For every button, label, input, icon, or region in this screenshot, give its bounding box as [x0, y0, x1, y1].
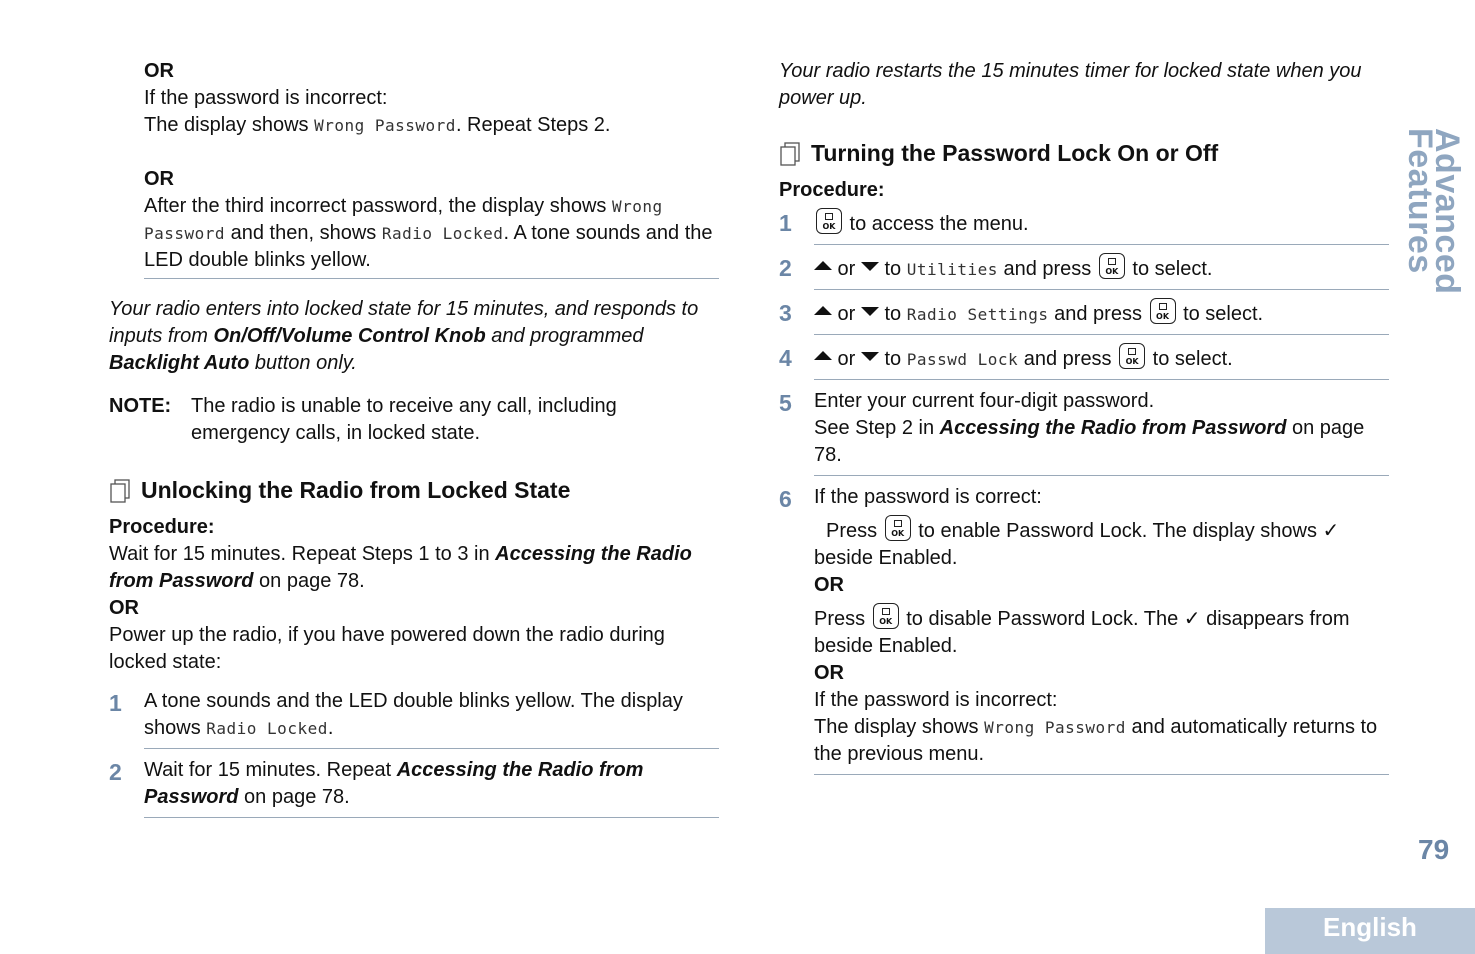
step-number: 2 [779, 255, 792, 281]
step-number: 1 [779, 210, 792, 236]
ok-key-icon: OK [873, 603, 899, 629]
page-number: 79 [1418, 834, 1450, 865]
display-text-radio-locked: Radio Locked [206, 719, 328, 738]
step-text: or to Passwd Lock and press OK to select. [814, 343, 1389, 380]
or-label: OR [814, 574, 844, 596]
menu-text-passwd-lock: Passwd Lock [906, 350, 1019, 369]
or-label: OR [109, 597, 139, 619]
pages-icon [779, 142, 801, 166]
step-text: or to Utilities and press OK to select. [814, 253, 1389, 290]
step-text: If the password is correct: Press OK to enable Password Lock. The display shows ✓ beside Enabled. OR Press OK to disable Password Lock. The ✓ disappears from beside Enabled. OR If the password is incorrect: The display shows Wrong Password and automatically returns to the previous menu. [814, 484, 1389, 775]
ok-key-icon: OK [1150, 298, 1176, 324]
ok-key-icon: OK [885, 515, 911, 541]
note-label: NOTE: [109, 395, 172, 417]
heading-text: Unlocking the Radio from Locked State [141, 477, 571, 503]
up-arrow-icon [814, 306, 832, 315]
step-number: 2 [109, 759, 122, 785]
left-column [109, 58, 719, 822]
cross-ref-link[interactable]: Accessing the Radio from Password [109, 543, 692, 592]
display-text-wrong-password: Wrong Password [984, 718, 1126, 737]
ok-key-icon: OK [1099, 253, 1125, 279]
step [779, 249, 1389, 294]
step-number: 1 [109, 690, 122, 716]
or-label: OR [144, 60, 174, 82]
step-text: A tone sounds and the LED double blinks yellow. The display shows Radio Locked. [144, 688, 719, 749]
chapter-side-title: Advanced Features [1401, 128, 1466, 295]
display-text-wrong-password: Wrong Password [314, 116, 456, 135]
incorrect-line: If the password is incorrect: [144, 87, 388, 109]
display-text-radio-locked: Radio Locked [381, 224, 504, 243]
section-heading-unlocking [109, 477, 719, 504]
locked-state-note: Your radio enters into locked state for 15 minutes, and responds to inputs from On/Off/Volume Control Knob and programmed Backlight Auto button only. [109, 298, 699, 374]
menu-text-utilities: Utilities [906, 260, 998, 279]
heading-text: Turning the Password Lock On or Off [811, 140, 1219, 166]
power-up-text: Power up the radio, if you have powered down the radio during locked state: [109, 624, 665, 673]
display-line: The display shows Wrong Password. Repeat Steps 2. [144, 114, 611, 136]
step [779, 294, 1389, 339]
wait-text: Wait for 15 minutes. Repeat Steps 1 to 3 in Accessing the Radio from Password on page 78. [109, 543, 692, 592]
section-heading-password-lock [779, 140, 1389, 167]
step [109, 753, 719, 822]
step-text: OK to access the menu. [814, 208, 1389, 245]
note-text: The radio is unable to receive any call, including emergency calls, in locked state. [191, 395, 617, 444]
incorrect-block [144, 58, 719, 279]
step [779, 480, 1389, 779]
up-arrow-icon [814, 351, 832, 360]
step-number: 3 [779, 300, 792, 326]
right-column [779, 58, 1389, 779]
third-attempt-text: After the third incorrect password, the display shows Wrong Password and then, shows Radio Locked. A tone sounds and the LED double blinks yellow. [144, 193, 719, 279]
ok-key-icon: OK [1119, 343, 1145, 369]
down-arrow-icon [861, 307, 879, 316]
procedure-label: Procedure: [779, 179, 885, 201]
down-arrow-icon [861, 352, 879, 361]
note [109, 393, 719, 447]
steps-list [109, 684, 719, 822]
down-arrow-icon [861, 262, 879, 271]
up-arrow-icon [814, 261, 832, 270]
steps-list [779, 204, 1389, 779]
step-text: Enter your current four-digit password. See Step 2 in Accessing the Radio from Password on page 78. [814, 388, 1389, 476]
step-number: 5 [779, 390, 792, 416]
menu-text-radio-settings: Radio Settings [906, 305, 1049, 324]
ok-key-icon: OK [816, 208, 842, 234]
step-number: 6 [779, 486, 792, 512]
step-text: or to Radio Settings and press OK to select. [814, 298, 1389, 335]
step [779, 384, 1389, 480]
cross-ref-link[interactable]: Accessing the Radio from Password [144, 759, 644, 808]
or-label: OR [814, 662, 844, 684]
step-number: 4 [779, 345, 792, 371]
restart-note: Your radio restarts the 15 minutes timer for locked state when you power up. [779, 60, 1362, 109]
cross-ref-link[interactable]: Accessing the Radio from Password [939, 417, 1287, 439]
step [109, 684, 719, 753]
pages-icon [109, 479, 131, 503]
display-text-wrong-password: Wrong Password [144, 197, 663, 243]
step-text: Wait for 15 minutes. Repeat Accessing the Radio from Password on page 78. [144, 757, 719, 818]
step [779, 204, 1389, 249]
step [779, 339, 1389, 384]
or-label: OR [144, 168, 174, 190]
procedure-label: Procedure: [109, 516, 215, 538]
language-tab: English [1265, 908, 1475, 954]
